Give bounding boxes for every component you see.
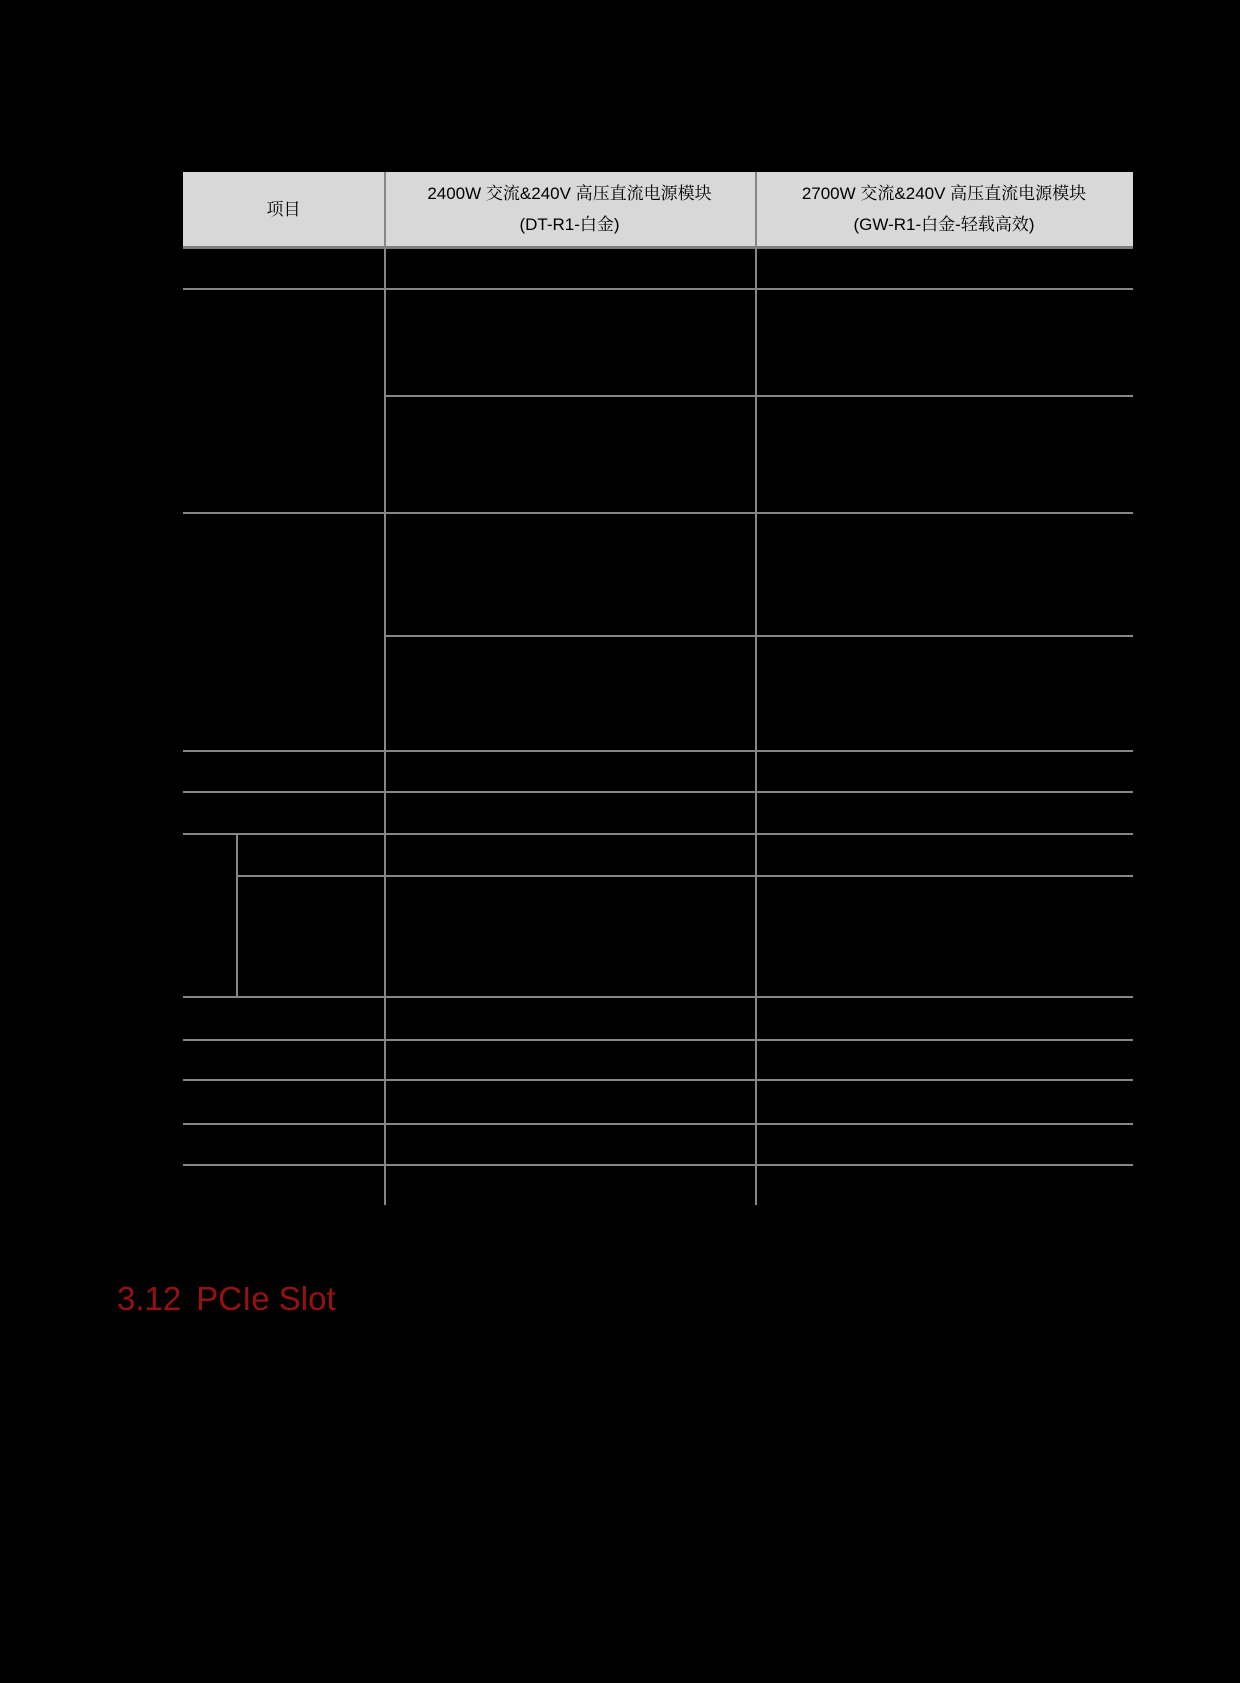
- grid-hline: [183, 833, 1133, 835]
- grid-hline: [183, 1079, 1133, 1081]
- grid-hline: [183, 750, 1133, 752]
- grid-hline: [183, 996, 1133, 998]
- grid-hline: [183, 1123, 1133, 1125]
- header-cell-item: [183, 172, 384, 246]
- grid-vline-col1: [384, 172, 386, 1205]
- grid-hline-partial: [236, 875, 1133, 877]
- psu-spec-table: [183, 172, 1133, 1205]
- header-cell-2700w: [755, 172, 1133, 246]
- header-item-label: 项目: [266, 199, 301, 219]
- grid-hline: [183, 791, 1133, 793]
- grid-hline: [183, 288, 1133, 290]
- grid-hline: [183, 512, 1133, 514]
- grid-hline-header-bottom: [183, 246, 1133, 249]
- section-number: 3.12: [117, 1280, 182, 1317]
- grid-hline-partial: [384, 395, 1133, 397]
- grid-vline-col2: [755, 172, 757, 1205]
- section-heading: [117, 1281, 336, 1317]
- grid-hline: [183, 1039, 1133, 1041]
- table-header-row: [183, 172, 1133, 246]
- grid-hline-partial: [384, 635, 1133, 637]
- header-2400w-line2: (DT-R1-白金): [519, 215, 620, 234]
- header-2700w-line2: (GW-R1-白金-轻载高效): [853, 215, 1035, 234]
- header-2400w-line1: 2400W 交流&240V 高压直流电源模块: [427, 184, 712, 203]
- header-2700w-line1: 2700W 交流&240V 高压直流电源模块: [801, 184, 1087, 203]
- grid-vline-nested: [236, 833, 238, 996]
- grid-hline: [183, 1164, 1133, 1166]
- header-cell-2400w: [384, 172, 755, 246]
- section-title: PCIe Slot: [196, 1280, 336, 1317]
